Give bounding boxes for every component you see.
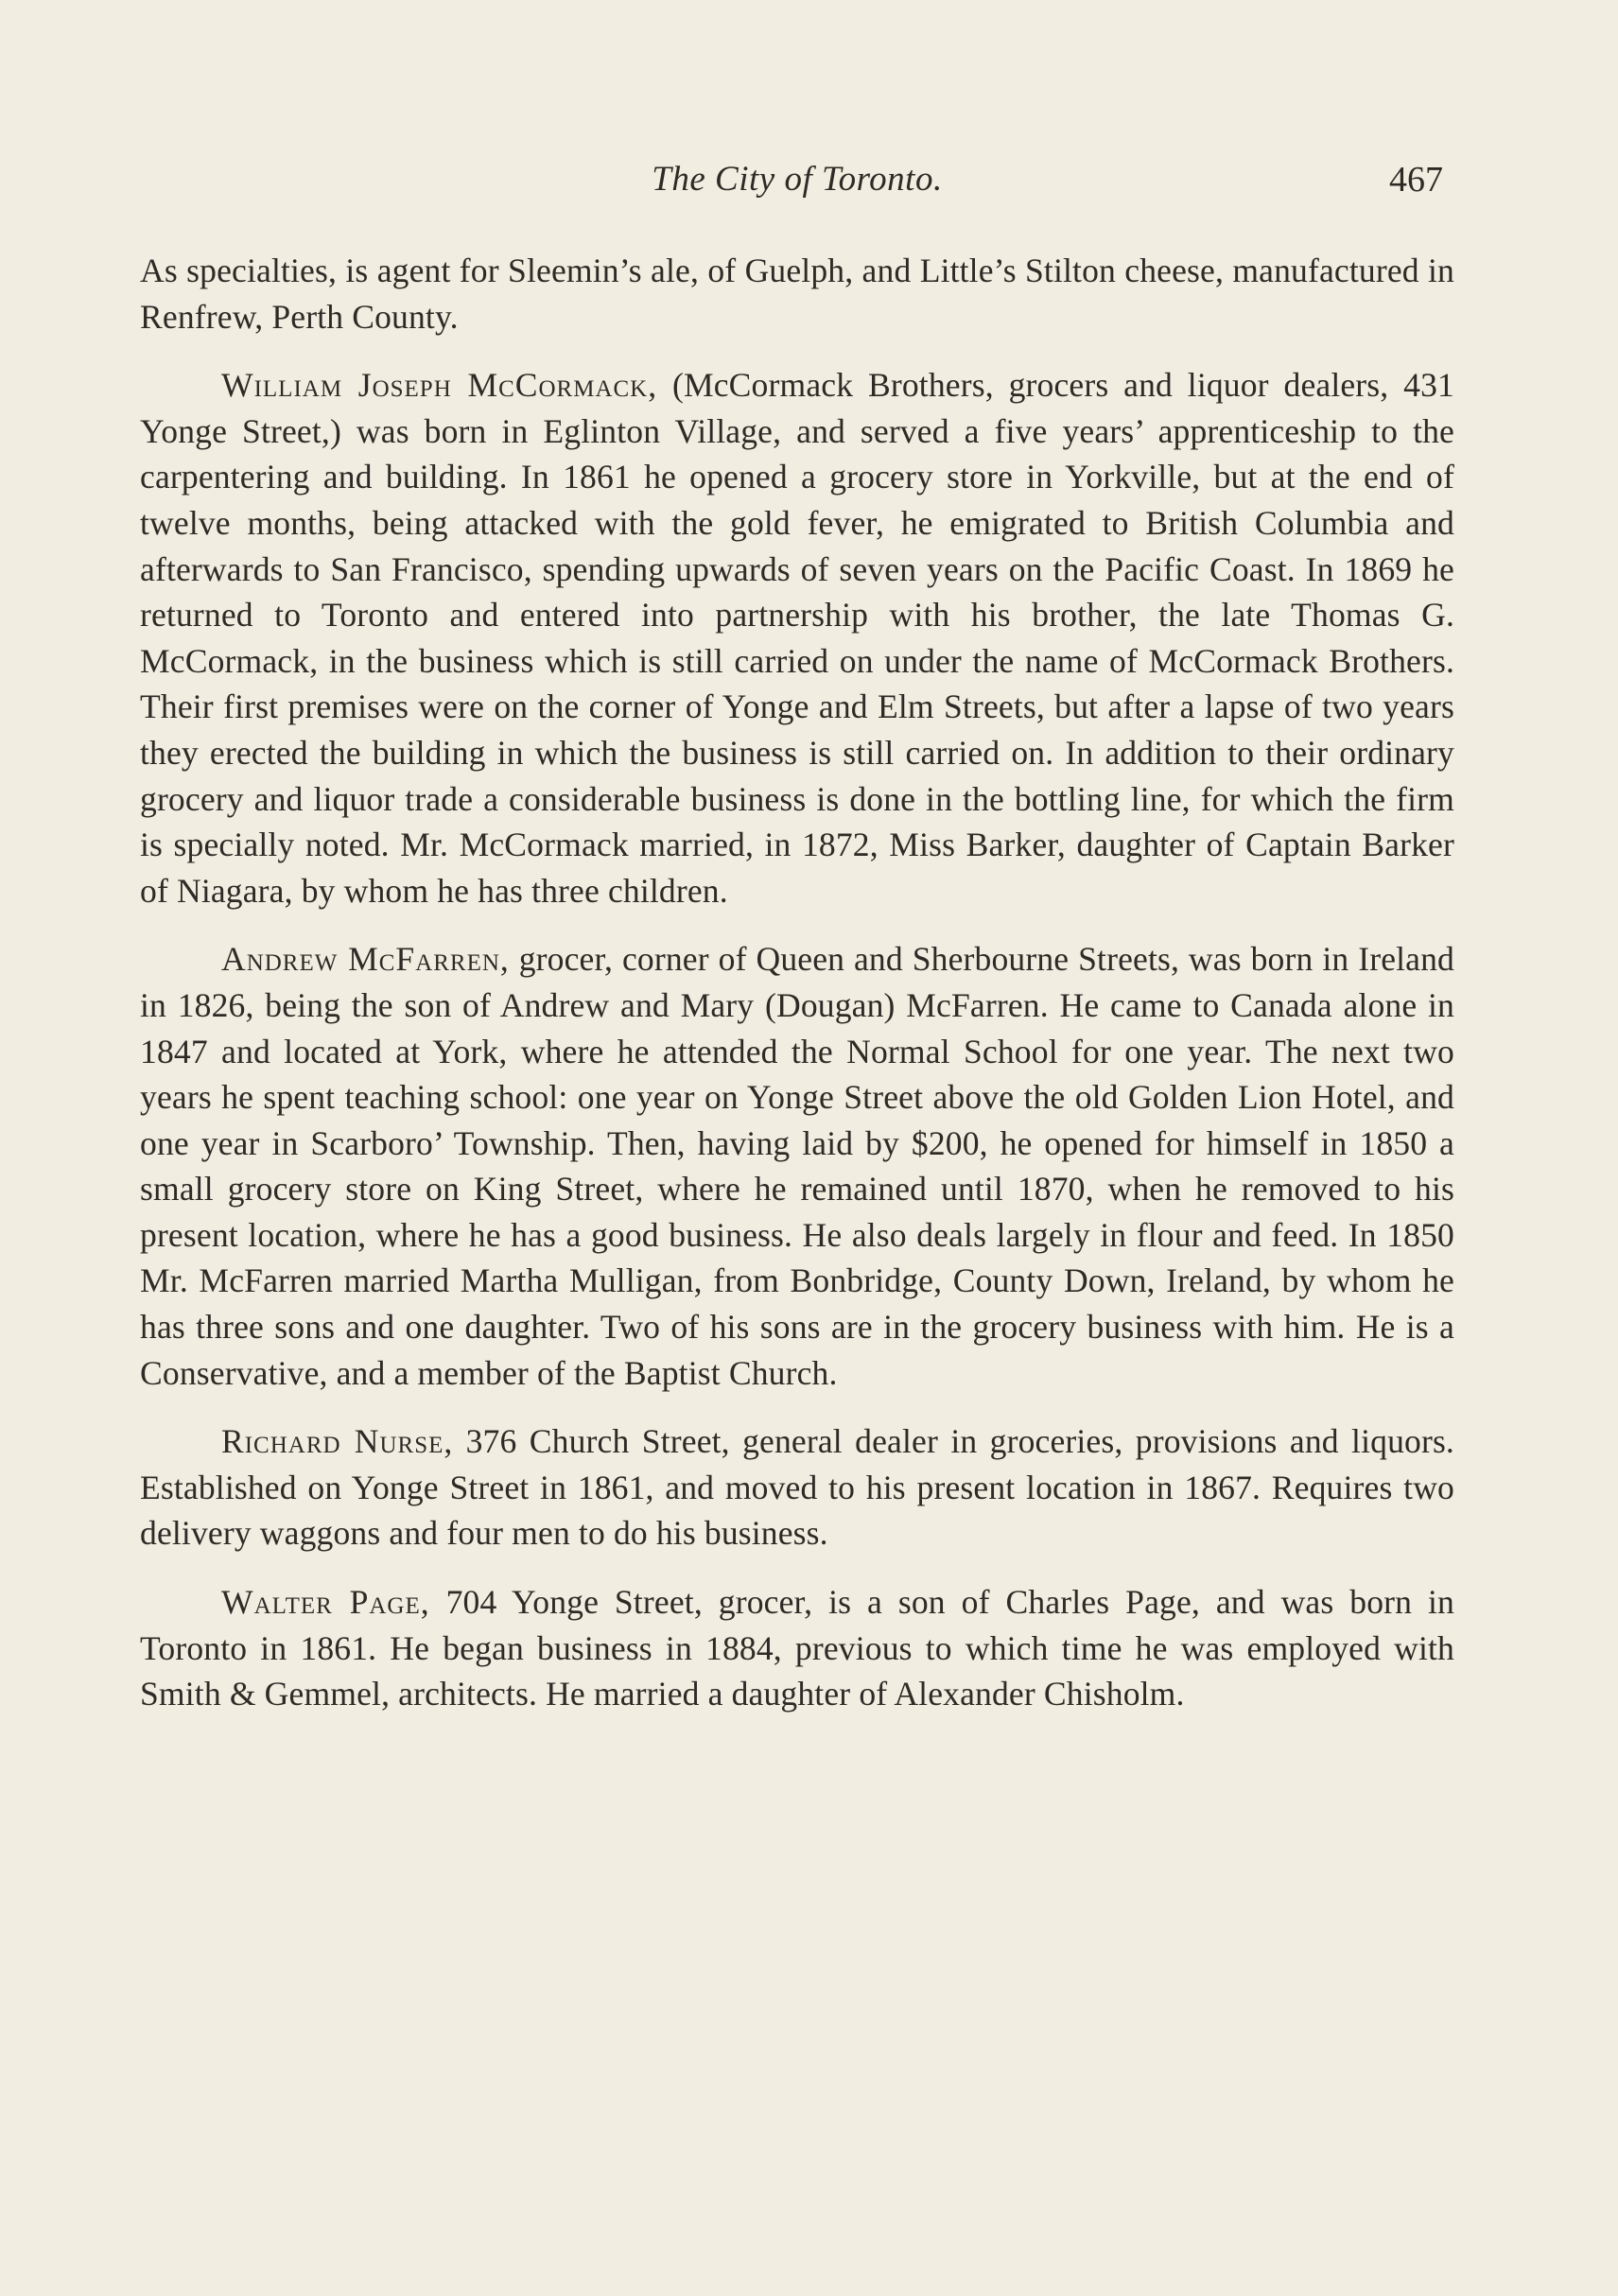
entry-richard-nurse (140, 1418, 1454, 1557)
page-number: 467 (1389, 160, 1443, 200)
entry-continuation (140, 248, 1454, 339)
entry-name: William Joseph McCormack, (221, 366, 658, 405)
entry-text: 376 Church Street, general dealer in groceries, provisions and liquors. Established on Yonge Street in 1861, and moved to his present location in 1867. Requires two delivery waggons and four men to do his business. (140, 1422, 1454, 1553)
entry-name: Andrew McFarren, (221, 940, 510, 979)
running-head (140, 159, 1454, 216)
entry-andrew-mcfarren (140, 936, 1454, 1396)
entry-name: Richard Nurse, (221, 1422, 454, 1461)
running-title: The City of Toronto. (652, 160, 943, 199)
entry-william-joseph-mccormack (140, 362, 1454, 913)
entry-name: Walter Page, (221, 1583, 430, 1622)
entry-text: (McCormack Brothers, grocers and liquor dealers, 431 Yonge Street,) was born in Eglinton Village, and served a five years’ apprenticeship to the carpentering and building. In 1861 he opened a grocery store in Yorkville, but at the end of twelve months, being attacked with the gold fever, he emigrated to British Columbia and afterwards to San Francisco, spending upwards of seven years on the Pacific Coast. In 1869 he returned to Toronto and entered into partnership with his brother, the late Thomas G. McCormack, in the business which is still carried on under the name of McCormack Brothers. Their first premises were on the corner of Yonge and Elm Streets, but after a lapse of two years they erected the building in which the business is still carried on. In addition to their ordinary grocery and liquor trade a considerable business is done in the bottling line, for which the firm is specially noted. Mr. McCormack married, in 1872, Miss Barker, daughter of Captain Barker of Niagara, by whom he has three children. (140, 366, 1454, 910)
entry-walter-page (140, 1579, 1454, 1717)
body-text (140, 248, 1454, 1740)
entry-text: As specialties, is agent for Sleemin’s ale, of Guelph, and Little’s Stilton cheese, manufactured in Renfrew, Perth County. (140, 252, 1454, 336)
entry-text: 704 Yonge Street, grocer, is a son of Charles Page, and was born in Toronto in 1861. He began business in 1884, previous to which time he was employed with Smith & Gemmel, architects. He married a daughter of Alexander Chisholm. (140, 1583, 1454, 1713)
entry-text: grocer, corner of Queen and Sherbourne Streets, was born in Ireland in 1826, being the son of Andrew and Mary (Dougan) McFarren. He came to Canada alone in 1847 and located at York, where he attended the Normal School for one year. The next two years he spent teaching school: one year on Yonge Street above the old Golden Lion Hotel, and one year in Scarboro’ Township. Then, having laid by $200, he opened for himself in 1850 a small grocery store on King Street, where he remained until 1870, when he removed to his present location, where he has a good business. He also deals largely in flour and feed. In 1850 Mr. McFarren married Martha Mulligan, from Bonbridge, County Down, Ireland, by whom he has three sons and one daughter. Two of his sons are in the grocery business with him. He is a Conservative, and a member of the Baptist Church. (140, 940, 1454, 1392)
